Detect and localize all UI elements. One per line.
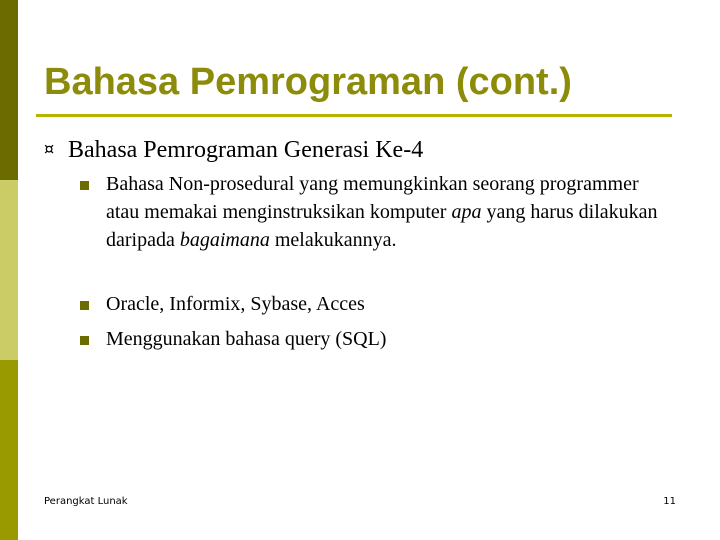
currency-bullet-icon: ¤	[44, 139, 55, 158]
title-underline	[36, 114, 672, 117]
square-bullet-icon	[80, 301, 89, 310]
slide-title: Bahasa Pemrograman (cont.)	[44, 61, 572, 103]
sub-bullet-item	[76, 325, 666, 353]
level1-bullet-text: Bahasa Pemrograman Generasi Ke-4	[68, 137, 424, 163]
sub-bullet-text: Bahasa Non-prosedural yang memungkinkan seorang programmer atau memakai menginstruksikan komputer apa yang harus dilakukan daripada bagaimana melakukannya.	[106, 173, 658, 251]
sub-bullet-list	[76, 325, 666, 353]
sub-bullet-item	[76, 170, 666, 254]
sub-bullet-list	[76, 170, 666, 254]
square-bullet-icon	[80, 336, 89, 345]
footer-text: Perangkat Lunak	[44, 496, 128, 507]
side-bar-bottom	[0, 360, 18, 540]
sub-bullet-text: Oracle, Informix, Sybase, Acces	[106, 293, 365, 315]
level1-bullet-item	[44, 134, 423, 165]
emphasis-bagaimana: bagaimana	[179, 229, 270, 251]
side-bar-middle	[0, 180, 18, 360]
page-number: 11	[663, 496, 676, 507]
sub-bullet-list	[76, 290, 666, 318]
sub-bullet-item	[76, 290, 666, 318]
emphasis-apa: apa	[451, 201, 482, 223]
sub-bullet-text: Menggunakan bahasa query (SQL)	[106, 328, 387, 350]
square-bullet-icon	[80, 181, 89, 190]
side-bar-top	[0, 0, 18, 180]
